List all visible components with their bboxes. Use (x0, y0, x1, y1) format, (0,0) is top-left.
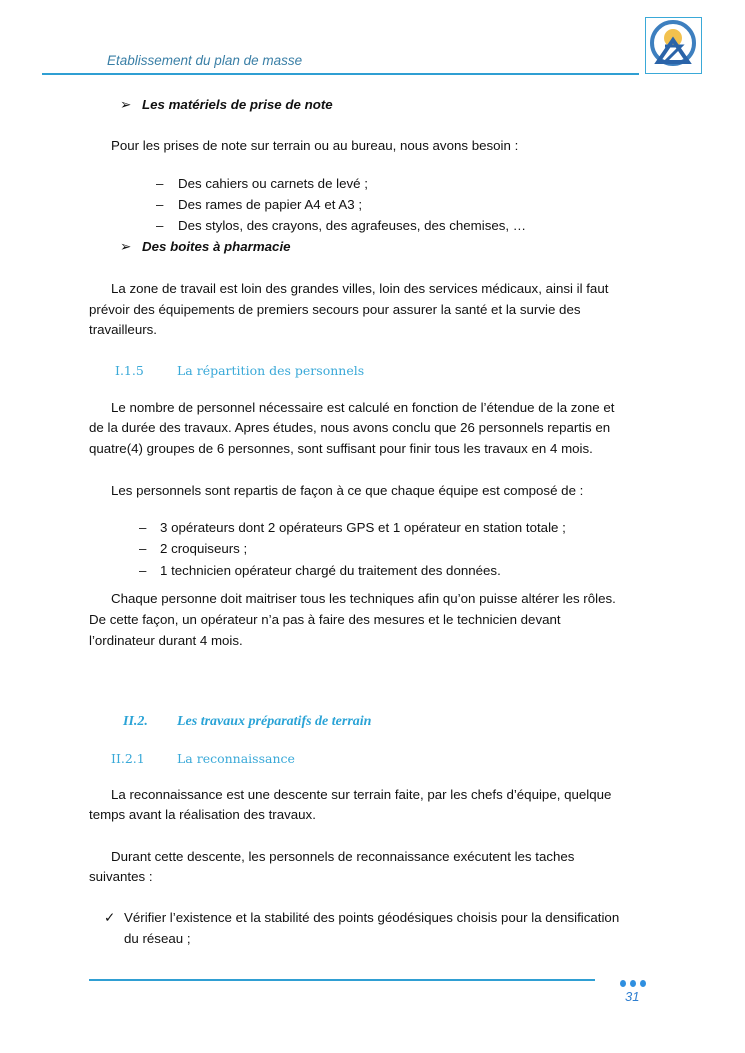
dash-icon: – (139, 563, 147, 578)
section-number: I.1.5 (115, 363, 144, 378)
paragraph-line: Durant cette descente, les personnels de reconnaissance exécutent les taches (111, 849, 575, 864)
paragraph-line: La zone de travail est loin des grandes villes, loin des services médicaux, ainsi il faut (111, 281, 609, 296)
list-item: 1 technicien opérateur chargé du traitement des données. (160, 563, 501, 578)
paragraph-line: temps avant la réalisation des travaux. (89, 807, 316, 822)
paragraph: Les personnels sont repartis de façon à ce que chaque équipe est composé de : (111, 483, 584, 498)
list-item: Des stylos, des crayons, des agrafeuses, des chemises, … (178, 218, 527, 233)
header-title: Etablissement du plan de masse (107, 53, 303, 68)
paragraph-line: travailleurs. (89, 322, 157, 337)
paragraph-line: de la durée des travaux. Apres études, nous avons conclu que 26 personnels repartis en (89, 420, 611, 435)
footer-rule (89, 979, 595, 981)
section-title: La reconnaissance (177, 751, 295, 766)
list-item: du réseau ; (124, 931, 191, 946)
subheading: Les matériels de prise de note (142, 97, 333, 112)
paragraph-line: Le nombre de personnel nécessaire est calculé en fonction de l’étendue de la zone et (111, 400, 615, 415)
dash-icon: – (139, 520, 147, 535)
list-item: Vérifier l’existence et la stabilité des points géodésiques choisis pour la densification (124, 910, 620, 925)
paragraph-line: Chaque personne doit maitriser tous les techniques afin qu’on puisse altérer les rôles. (111, 591, 616, 606)
dash-icon: – (139, 541, 147, 556)
section-title: Les travaux préparatifs de terrain (177, 714, 372, 729)
paragraph-line: De cette façon, un opérateur n’a pas à faire des mesures et le technicien devant (89, 612, 561, 627)
list-item: 2 croquiseurs ; (160, 541, 248, 556)
list-item: 3 opérateurs dont 2 opérateurs GPS et 1 opérateur en station totale ; (160, 520, 566, 535)
paragraph-line: La reconnaissance est une descente sur terrain faite, par les chefs d’équipe, quelque (111, 787, 612, 802)
list-item: Des cahiers ou carnets de levé ; (178, 176, 368, 191)
section-number: II.2. (123, 714, 148, 729)
checkmark-icon: ✓ (104, 910, 116, 925)
dash-icon: – (156, 197, 164, 212)
paragraph: Pour les prises de note sur terrain ou au bureau, nous avons besoin : (111, 138, 519, 153)
subheading: Des boites à pharmacie (142, 239, 291, 254)
school-emblem-logo (645, 17, 702, 74)
arrow-bullet-icon: ➢ (120, 239, 132, 254)
paragraph-line: suivantes : (89, 869, 153, 884)
paragraph-line: quatre(4) groupes de 6 personnes, sont suffisant pour finir tous les travaux en 4 mois. (89, 441, 593, 456)
paragraph-line: prévoir des équipements de premiers secours pour assurer la santé et la survie des (89, 302, 581, 317)
list-item: Des rames de papier A4 et A3 ; (178, 197, 363, 212)
arrow-bullet-icon: ➢ (120, 97, 132, 112)
dash-icon: – (156, 176, 164, 191)
dash-icon: – (156, 218, 164, 233)
page-number: 31 (625, 989, 640, 1004)
section-number: II.2.1 (111, 751, 145, 766)
header-rule (42, 73, 639, 75)
section-title: La répartition des personnels (177, 363, 365, 378)
paragraph-line: l’ordinateur durant 4 mois. (89, 633, 243, 648)
